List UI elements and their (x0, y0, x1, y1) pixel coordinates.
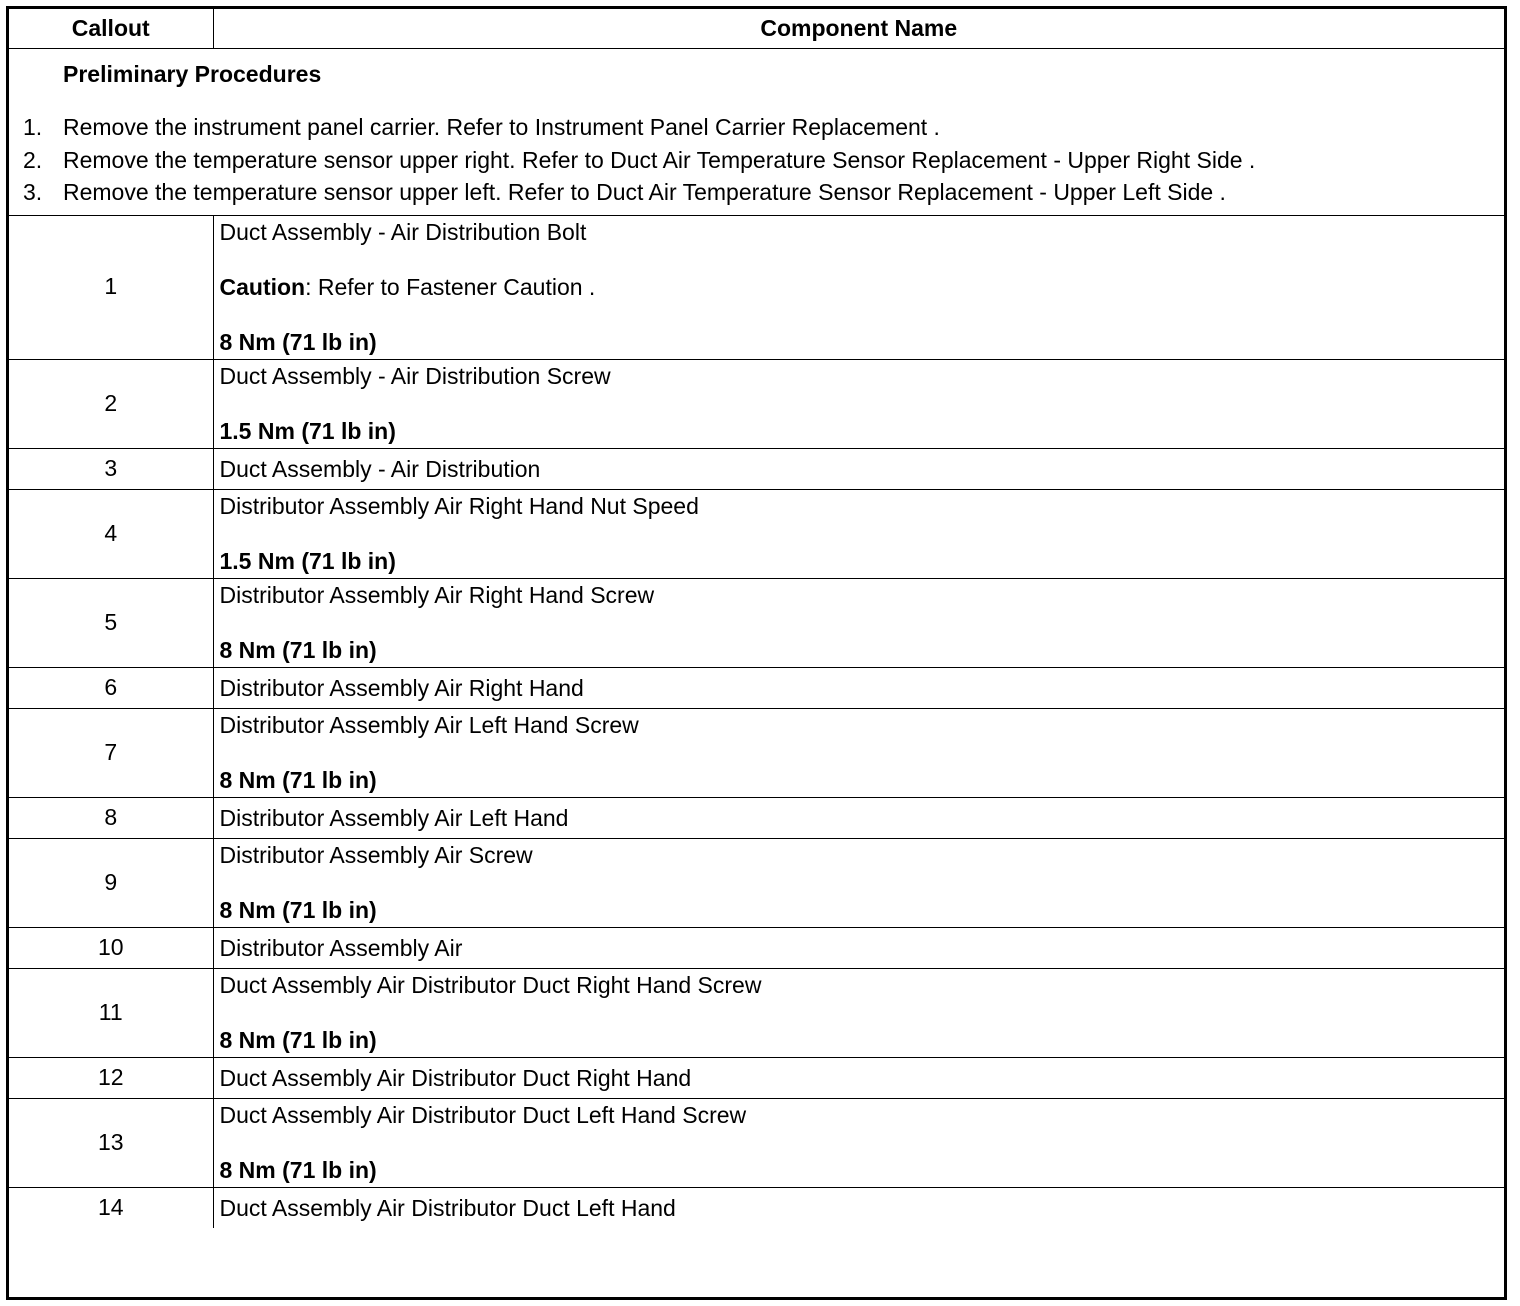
component-cell (213, 1098, 1504, 1187)
caution-label: Caution (219, 273, 306, 300)
callout-number: 4 (9, 489, 213, 578)
step-number: 3. (23, 179, 43, 205)
callout-number: 12 (9, 1057, 213, 1098)
component-name: Distributor Assembly Air Right Hand Nut Speed (219, 492, 699, 519)
preliminary-procedures-title: Preliminary Procedures (63, 61, 322, 87)
torque-spec: 8 Nm (71 lb in) (219, 896, 377, 923)
torque-spec: 8 Nm (71 lb in) (219, 328, 377, 355)
table-row (9, 359, 1504, 448)
table-row (9, 797, 1504, 838)
preliminary-step (9, 176, 1504, 209)
component-name: Distributor Assembly Air Right Hand (219, 674, 584, 701)
table-row (9, 578, 1504, 667)
component-cell (213, 838, 1504, 927)
preliminary-step (9, 144, 1504, 177)
component-name: Distributor Assembly Air (219, 934, 463, 961)
callout-column-header: Callout (9, 9, 213, 49)
callout-number: 7 (9, 708, 213, 797)
component-cell (213, 927, 1504, 968)
torque-spec: 8 Nm (71 lb in) (219, 636, 377, 663)
component-cell (213, 578, 1504, 667)
callout-number: 6 (9, 667, 213, 708)
callout-number: 2 (9, 359, 213, 448)
table-row (9, 1057, 1504, 1098)
step-number: 2. (23, 146, 43, 173)
table-row (9, 667, 1504, 708)
step-text: Remove the temperature sensor upper right. Refer to Duct Air Temperature Sensor Replacement - Upper Right Side . (63, 146, 1256, 173)
step-text: Remove the temperature sensor upper left. Refer to Duct Air Temperature Sensor Replacement - Upper Left Side . (63, 179, 1226, 205)
component-name: Duct Assembly Air Distributor Duct Right Hand Screw (219, 971, 762, 998)
table-row (9, 838, 1504, 927)
callout-number: 13 (9, 1098, 213, 1187)
component-name: Duct Assembly - Air Distribution Screw (219, 362, 611, 389)
callout-number: 10 (9, 927, 213, 968)
table-row (9, 489, 1504, 578)
component-cell (213, 1057, 1504, 1098)
torque-spec: 8 Nm (71 lb in) (219, 766, 377, 793)
table-row (9, 215, 1504, 359)
component-name-column-header: Component Name (213, 9, 1504, 49)
torque-spec: 1.5 Nm (71 lb in) (219, 547, 396, 574)
torque-spec: 8 Nm (71 lb in) (219, 1156, 377, 1183)
component-cell (213, 1187, 1504, 1228)
torque-spec: 1.5 Nm (71 lb in) (219, 417, 396, 444)
component-name: Duct Assembly Air Distributor Duct Left Hand (219, 1194, 676, 1221)
table-row (9, 1098, 1504, 1187)
callout-number: 11 (9, 968, 213, 1057)
callout-number: 3 (9, 448, 213, 489)
step-number: 1. (23, 114, 43, 140)
component-name: Duct Assembly - Air Distribution Bolt (219, 218, 587, 245)
component-cell (213, 215, 1504, 359)
component-cell (213, 359, 1504, 448)
component-name: Distributor Assembly Air Screw (219, 841, 533, 868)
torque-spec: 8 Nm (71 lb in) (219, 1026, 377, 1053)
component-name: Distributor Assembly Air Left Hand Screw (219, 711, 639, 738)
component-cell (213, 708, 1504, 797)
table-header-row (9, 9, 1504, 49)
table-row (9, 708, 1504, 797)
table-row (9, 927, 1504, 968)
component-cell (213, 489, 1504, 578)
preliminary-procedures-cell (9, 49, 1504, 216)
component-cell (213, 667, 1504, 708)
component-cell (213, 448, 1504, 489)
step-text: Remove the instrument panel carrier. Refer to Instrument Panel Carrier Replacement . (63, 114, 940, 140)
procedure-table-frame (6, 6, 1507, 1300)
preliminary-step (9, 111, 1504, 144)
component-name: Duct Assembly Air Distributor Duct Right Hand (219, 1064, 692, 1091)
caution-text: : Refer to Fastener Caution . (305, 273, 596, 300)
callout-number: 8 (9, 797, 213, 838)
table-row (9, 968, 1504, 1057)
callout-number: 14 (9, 1187, 213, 1228)
table-row (9, 1187, 1504, 1228)
component-cell (213, 797, 1504, 838)
callout-number: 9 (9, 838, 213, 927)
preliminary-procedures-row (9, 49, 1504, 216)
component-name: Distributor Assembly Air Right Hand Screw (219, 581, 655, 608)
component-name: Distributor Assembly Air Left Hand (219, 804, 569, 831)
caution-note (220, 271, 1505, 304)
component-cell (213, 968, 1504, 1057)
callout-number: 1 (9, 215, 213, 359)
callout-number: 5 (9, 578, 213, 667)
component-name: Duct Assembly Air Distributor Duct Left Hand Screw (219, 1101, 747, 1128)
component-table (9, 9, 1504, 1228)
table-row (9, 448, 1504, 489)
component-name: Duct Assembly - Air Distribution (219, 455, 541, 482)
